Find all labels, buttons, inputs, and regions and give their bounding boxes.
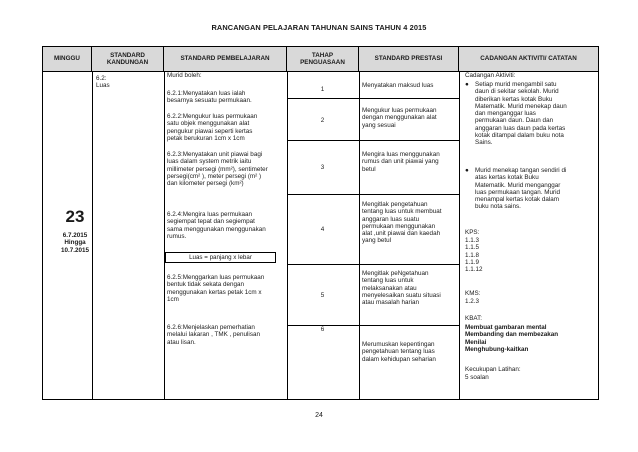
sp-intro: Murid boleh: bbox=[167, 72, 202, 79]
row-divider bbox=[287, 194, 459, 195]
header-standard-prestasi: STANDARD PRESTASI bbox=[359, 47, 459, 71]
sp-item-4: 6.2.4:Mengira luas permukaan segiempat tepat dan segiempat sama menggunakan menggunakan rumus. bbox=[167, 211, 266, 240]
document-title: RANCANGAN PELAJARAN TAHUNAN SAINS TAHUN 4 2015 bbox=[211, 23, 427, 32]
tahap-level: 6 bbox=[320, 326, 325, 333]
kps-items: 1.1.3 1.1.5 1.1.8 1.1.9 1.1.12 bbox=[465, 237, 483, 274]
header-minggu: MINGGU bbox=[43, 47, 92, 71]
tahap-level: 5 bbox=[320, 292, 325, 299]
prestasi-text: Mengitlak peNgetahuan tentang luas untuk melaksanakan atau menyelesaikan suatu situasi atau masalah harian bbox=[362, 270, 441, 307]
kbat-label: KBAT: bbox=[465, 315, 483, 322]
kps-label: KPS: bbox=[465, 229, 480, 236]
kecukupan-value: 5 soalan bbox=[465, 374, 489, 381]
col-divider bbox=[459, 71, 460, 400]
tahap-level: 2 bbox=[320, 117, 325, 124]
formula-box: Luas = panjang x lebar bbox=[165, 252, 276, 263]
week-number: 23 bbox=[65, 207, 85, 226]
sp-item-1: 6.2.1:Menyatakan luas ialah besarnya sesuatu permukaan. bbox=[167, 90, 252, 105]
row-divider bbox=[287, 98, 459, 99]
cadangan-heading: Cadangan Aktiviti: bbox=[465, 72, 516, 79]
bullet-icon: ● bbox=[465, 81, 469, 88]
header-standard-pembelajaran: STANDARD PEMBELAJARAN bbox=[164, 47, 287, 71]
prestasi-text: Menyatakan maksud luas bbox=[362, 82, 434, 89]
header-cadangan: CADANGAN AKTIVITI/ CATATAN bbox=[459, 47, 598, 71]
prestasi-text: Merumuskan kepentingan pengetahuan tentang luas dalam kehidupan seharian bbox=[362, 341, 436, 363]
tahap-level: 4 bbox=[320, 226, 325, 233]
page-number: 24 bbox=[315, 412, 323, 419]
header-divider bbox=[42, 71, 599, 72]
prestasi-text: Mengitlak pengetahuan tentang luas untuk membuat anggaran luas suatu permukaan menggunakan alat ,unit piawai dan kaedah yang betul bbox=[362, 201, 442, 245]
cadangan-bullet-2: Murid menekap tangan sendiri di atas kertas kotak Buku Matematik. Murid menganggar luas permukaan tangan. Murid menampal kertas kotak dalam buku nota sains. bbox=[475, 167, 567, 211]
header-tahap-penguasaan: TAHAP PENGUASAAN bbox=[287, 47, 359, 71]
row-divider bbox=[287, 140, 459, 141]
cadangan-bullet-1: Setiap murid mengambil satu daun di sekitar sekolah. Murid diberikan kertas kotak Buku Matematik. Murid menekap daun dan menganggar luas permukaan daun. Daun dan anggaran luas daun pada kertas kotak ditampal dalam buku nota Sains. bbox=[475, 81, 567, 147]
tahap-level: 3 bbox=[320, 164, 325, 171]
header-standard-kandungan: STANDARD KANDUNGAN bbox=[92, 47, 164, 71]
prestasi-text: Mengukur luas permukaan dengan menggunakan alat yang sesuai bbox=[362, 107, 437, 129]
kms-label: KMS: bbox=[465, 290, 481, 297]
sp-item-2: 6.2.2:Mengukur luas permukaan satu objek menggunakan alat pengukur piawai seperti kertas petak berukuran 1cm x 1cm bbox=[167, 113, 258, 142]
kbat-items: Membuat gambaran mental Membanding dan membezakan Menilai Menghubung-kaitkan bbox=[465, 324, 559, 353]
row-divider bbox=[287, 264, 459, 265]
kecukupan-label: Kecukupan Latihan: bbox=[465, 366, 521, 373]
bullet-icon: ● bbox=[465, 167, 469, 174]
prestasi-text: Mengira luas menggunakan rumus dan unit piawai yang betul bbox=[362, 151, 440, 173]
standard-kandungan-text: 6.2: Luas bbox=[96, 75, 110, 90]
sp-item-3: 6.2.3:Menyatakan unit piawai bagi luas dalam system metrik iaitu millimeter persegi (mm²), sentimeter persegi(cm² ), meter persegi (m² ) dan kilometer persegi (km²) bbox=[167, 151, 268, 188]
week-dates: 6.7.2015 Hingga 10.7.2015 bbox=[60, 232, 89, 254]
sp-item-6: 6.2.6:Menjelaskan pemerhatian melalui lakaran , TMK , penulisan atau lisan. bbox=[167, 324, 260, 346]
col-divider bbox=[359, 71, 360, 400]
kms-items: 1.2.3 bbox=[465, 298, 480, 305]
sp-item-5: 6.2.5:Menggarkan luas permukaan bentuk tidak sekata dengan menggunakan kertas petak 1cm x 1cm bbox=[167, 274, 265, 303]
col-divider bbox=[164, 71, 165, 400]
tahap-level: 1 bbox=[320, 86, 325, 93]
